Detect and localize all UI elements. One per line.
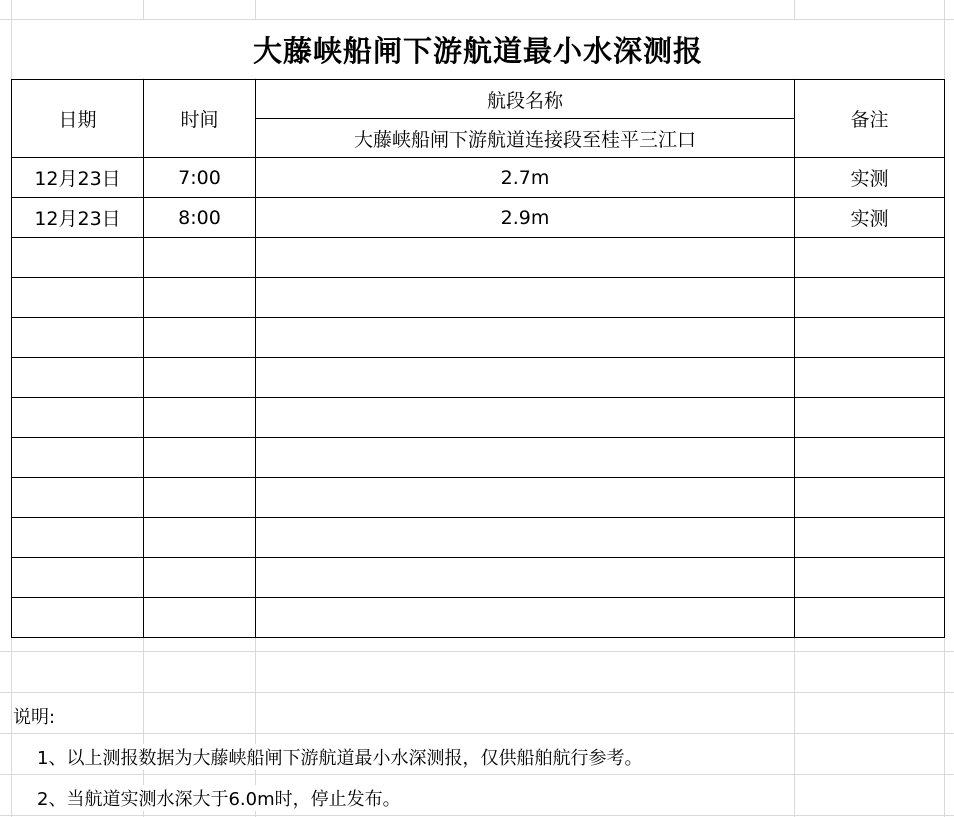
depth-cell[interactable] xyxy=(256,238,795,278)
gridline xyxy=(0,651,954,652)
table-row xyxy=(12,598,945,638)
time-cell[interactable] xyxy=(144,358,256,398)
date-cell[interactable] xyxy=(12,478,144,518)
notes-heading: 说明: xyxy=(13,703,55,729)
date-cell[interactable] xyxy=(12,558,144,598)
note-item: 2、当航道实测水深大于6.0m时，停止发布。 xyxy=(37,785,401,811)
depth-cell[interactable] xyxy=(256,438,795,478)
time-cell[interactable] xyxy=(144,558,256,598)
date-cell[interactable]: 12月23日 xyxy=(12,158,144,198)
table-row xyxy=(12,318,945,358)
remark-cell[interactable] xyxy=(795,478,945,518)
depth-cell[interactable] xyxy=(256,358,795,398)
remark-cell[interactable]: 实测 xyxy=(795,198,945,238)
remark-cell[interactable] xyxy=(795,278,945,318)
table-row xyxy=(12,198,945,238)
table-row xyxy=(12,398,945,438)
time-cell[interactable] xyxy=(144,318,256,358)
date-cell[interactable] xyxy=(12,598,144,638)
time-cell[interactable] xyxy=(144,238,256,278)
time-cell[interactable] xyxy=(144,598,256,638)
header-date[interactable]: 日期 xyxy=(12,80,144,158)
time-cell[interactable]: 7:00 xyxy=(144,158,256,198)
depth-cell[interactable] xyxy=(256,478,795,518)
time-cell[interactable] xyxy=(144,478,256,518)
note-item: 1、以上测报数据为大藤峡船闸下游航道最小水深测报，仅供船舶航行参考。 xyxy=(37,744,642,770)
remark-cell[interactable] xyxy=(795,318,945,358)
date-cell[interactable] xyxy=(12,518,144,558)
date-cell[interactable] xyxy=(12,358,144,398)
table-row xyxy=(12,518,945,558)
depth-cell[interactable]: 2.7m xyxy=(256,158,795,198)
remark-cell[interactable] xyxy=(795,238,945,278)
table-row xyxy=(12,478,945,518)
depth-cell[interactable] xyxy=(256,398,795,438)
date-cell[interactable] xyxy=(12,438,144,478)
remark-cell[interactable] xyxy=(795,518,945,558)
remark-cell[interactable] xyxy=(795,598,945,638)
table-row xyxy=(12,558,945,598)
header-remark[interactable]: 备注 xyxy=(795,80,945,158)
report-title: 大藤峡船闸下游航道最小水深测报 xyxy=(12,20,944,78)
gridline xyxy=(0,815,954,816)
gridline xyxy=(0,774,954,775)
header-time[interactable]: 时间 xyxy=(144,80,256,158)
remark-cell[interactable] xyxy=(795,398,945,438)
remark-cell[interactable] xyxy=(795,558,945,598)
depth-cell[interactable] xyxy=(256,318,795,358)
table-row xyxy=(12,238,945,278)
date-cell[interactable] xyxy=(12,278,144,318)
header-segment-group[interactable]: 航段名称 xyxy=(256,80,795,119)
depth-report-table xyxy=(11,79,945,638)
time-cell[interactable] xyxy=(144,398,256,438)
remark-cell[interactable] xyxy=(795,438,945,478)
time-cell[interactable]: 8:00 xyxy=(144,198,256,238)
date-cell[interactable] xyxy=(12,398,144,438)
date-cell[interactable]: 12月23日 xyxy=(12,198,144,238)
table-row xyxy=(12,438,945,478)
date-cell[interactable] xyxy=(12,238,144,278)
header-segment-name[interactable]: 大藤峡船闸下游航道连接段至桂平三江口 xyxy=(256,119,795,158)
depth-cell[interactable] xyxy=(256,518,795,558)
table-row xyxy=(12,358,945,398)
remark-cell[interactable] xyxy=(795,358,945,398)
remark-cell[interactable]: 实测 xyxy=(795,158,945,198)
depth-cell[interactable] xyxy=(256,598,795,638)
depth-cell[interactable]: 2.9m xyxy=(256,198,795,238)
date-cell[interactable] xyxy=(12,318,144,358)
gridline xyxy=(0,733,954,734)
time-cell[interactable] xyxy=(144,278,256,318)
table-row xyxy=(12,158,945,198)
time-cell[interactable] xyxy=(144,438,256,478)
depth-cell[interactable] xyxy=(256,558,795,598)
table-row xyxy=(12,278,945,318)
gridline xyxy=(0,692,954,693)
time-cell[interactable] xyxy=(144,518,256,558)
depth-cell[interactable] xyxy=(256,278,795,318)
